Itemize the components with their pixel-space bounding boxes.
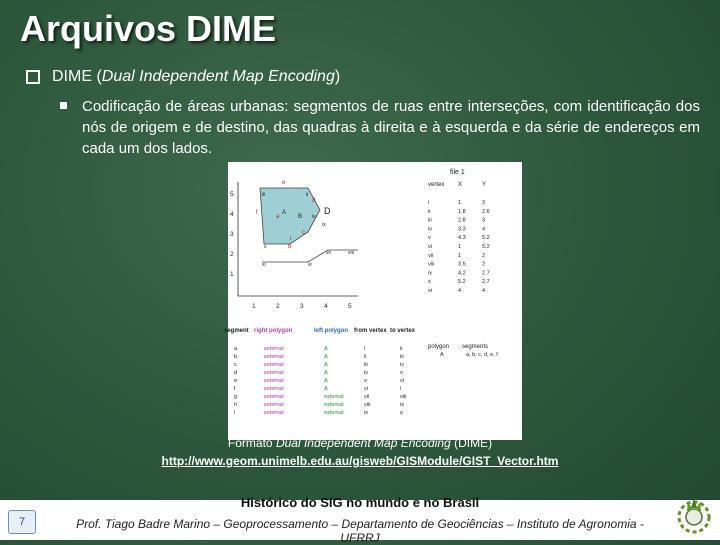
segment-cell: viii [400,394,407,400]
slide-title: Arquivos DIME [20,8,277,49]
segment-cell: ii [364,354,367,360]
segment-cell: ii [400,346,403,352]
segment-cell: g [234,394,238,400]
caption-prefix: Formato [227,436,276,450]
file1-cell: 4 [482,226,486,233]
segment-cell: v [400,370,403,376]
poly-label: A [282,210,287,216]
caption-italic: Dual Independent Map Encoding [275,436,451,450]
vertex-label: vii [326,250,331,256]
segment-cell: external [324,394,344,400]
file1-cell: 3.5 [458,261,466,268]
polygon-cell: a, b, c, d, e, f [466,352,498,358]
segment-cell: iii [364,362,368,368]
x-tick-label: 1 [252,303,256,310]
segment-header: from vertex [354,328,387,334]
file1-cell: vi [428,244,432,250]
file1-cell: 4.3 [458,235,466,242]
file1-cell: 1 [458,252,462,259]
vertex-label: ix [322,222,326,228]
segment-cell: external [264,362,284,368]
segment-cell: A [324,362,328,368]
file1-cell: i [428,200,430,206]
segment-cell: external [264,378,284,384]
file1-cell: 3.3 [458,226,466,233]
file1-cell: viii [428,261,435,268]
y-tick-label: 1 [230,271,234,278]
y-tick-label: 4 [230,211,234,218]
square-bullet-icon [60,102,67,109]
file1-cell: ii [428,208,431,215]
segment-cell: d [234,370,238,376]
file1-cell: ix [428,270,432,277]
figure-caption [0,436,720,450]
polygon-cell: A [440,352,444,358]
segment-header: right polygon [254,328,293,334]
bullet-dime-italic: Dual Independent Map Encoding [101,68,335,85]
file1-title: file 1 [450,169,465,176]
segment-cell: A [324,354,328,360]
footer-credit: Prof. Tiago Badre Marino – Geoprocessamento – Departamento de Geociências – Instituto de Agronomia - UFRRJ [76,517,644,545]
segment-label: e [282,180,286,186]
y-tick-label: 3 [230,231,234,238]
segment-cell: v [364,378,367,384]
x-tick-label: 5 [348,303,352,310]
segment-cell: i [234,410,236,416]
file1-cell: 1 [458,200,462,206]
segment-cell: iv [400,362,404,368]
checkbox-bullet-icon [26,70,40,84]
bullet-codificacao-text: Codificação de áreas urbanas: segmentos de ruas entre interseções, com identificação dos nós de origem e de destino, das quadras à direita e à esquerda e da série de endereços em cada um dos lados. [82,98,700,157]
file1-header: Y [482,182,487,188]
segment-header: to vertex [390,328,416,334]
polygon-header: polygon [428,344,450,350]
file1-cell: v [428,235,431,242]
vertex-label: iii [262,192,266,198]
file1-cell: 3 [482,217,486,224]
bullet-dime [26,68,340,86]
dime-figure [224,162,522,440]
poly-label: B [298,214,303,220]
file1-header: X [458,182,463,188]
segment-cell: f [234,386,236,392]
polygon-header: segments [462,344,489,350]
segment-label: f [256,210,258,216]
file1-cell: vii [428,252,434,259]
segment-cell: external [264,386,284,392]
caption-suffix: (DIME) [450,436,493,450]
segment-cell: A [324,370,328,376]
segment-label: b [288,244,292,250]
file1-cell: 2.7 [482,270,490,277]
file1-cell: iii [428,217,432,224]
segment-cell: iv [364,370,368,376]
vertex-label: xi [262,262,266,268]
segment-cell: viii [364,402,371,408]
vertex-label: vi [308,262,312,268]
vertex-label: iv [312,214,316,220]
segment-cell: i [400,386,402,392]
bullet-codificacao [60,96,700,159]
segment-cell: external [264,410,284,416]
file1-cell: 2 [482,261,486,268]
segment-cell: external [324,402,344,408]
vertex-label: ii [306,192,309,198]
file1-cell: iv [428,226,432,233]
file1-cell: 2 [482,252,486,259]
segment-cell: external [264,354,284,360]
file1-cell: 2.8 [458,217,466,224]
file1-cell: 4 [482,288,486,294]
file1-cell: 4.2 [458,270,466,277]
file1-header: vertex [428,182,445,188]
segment-cell: a [234,346,238,352]
footer-title: Histórico do SIG no mundo e no Brasil [240,495,480,510]
file1-cell: 1.8 [458,208,466,215]
file1-cell: xi [428,288,432,294]
segment-cell: A [324,386,328,392]
dime-figure-svg [224,162,522,440]
segment-cell: x [400,410,403,416]
bullet-dime-prefix: DIME ( [52,68,102,85]
segment-label: a [276,214,280,220]
x-tick-label: 3 [300,303,304,310]
x-tick-label: 2 [276,303,280,310]
x-tick-label: 4 [324,303,328,310]
segment-cell: external [264,402,284,408]
segment-cell: vii [364,394,370,400]
segment-label: d [312,198,316,204]
file1-cell: 2.6 [482,208,490,215]
segment-cell: external [264,346,284,352]
segment-cell: A [324,346,328,352]
page-number: 7 [8,510,36,534]
segment-cell: iii [400,354,404,360]
file1-cell: 5.2 [458,279,466,286]
external-segments [262,250,358,262]
vertex-label: viii [348,250,354,256]
vertex-label: x [264,244,267,250]
bullet-dime-suffix: ) [334,68,341,85]
file1-cell: 2.7 [482,279,490,286]
file1-cell: 3 [482,200,486,206]
segment-cell: h [234,402,238,408]
segment-cell: vi [364,386,368,392]
file1-cell: 5.2 [482,244,490,250]
segment-cell: ix [364,410,368,416]
segment-cell: c [234,362,237,368]
file1-cell: x [428,279,431,286]
segment-label: c [302,230,305,236]
y-tick-label: 5 [230,191,234,198]
vertex-label: i [290,236,292,242]
segment-cell: A [324,378,328,384]
segment-cell: external [264,370,284,376]
segment-header: left polygon [314,328,348,334]
file1-cell: 4 [458,288,462,294]
segment-header: segment [224,328,249,334]
polygon-label: D [324,206,331,216]
segment-cell: e [234,378,238,384]
segment-cell: external [264,394,284,400]
file1-cell: 5.2 [482,235,490,242]
segment-cell: ix [400,402,404,408]
source-link[interactable]: http://www.geom.unimelb.edu.au/gisweb/GISModule/GIST_Vector.htm [161,454,559,468]
segment-cell: i [364,346,366,352]
ufrrj-logo-icon [674,494,714,536]
file1-cell: 1 [458,244,462,250]
y-tick-label: 2 [230,251,234,258]
segment-cell: external [324,410,344,416]
segment-cell: b [234,354,238,360]
segment-cell: vi [400,378,404,384]
